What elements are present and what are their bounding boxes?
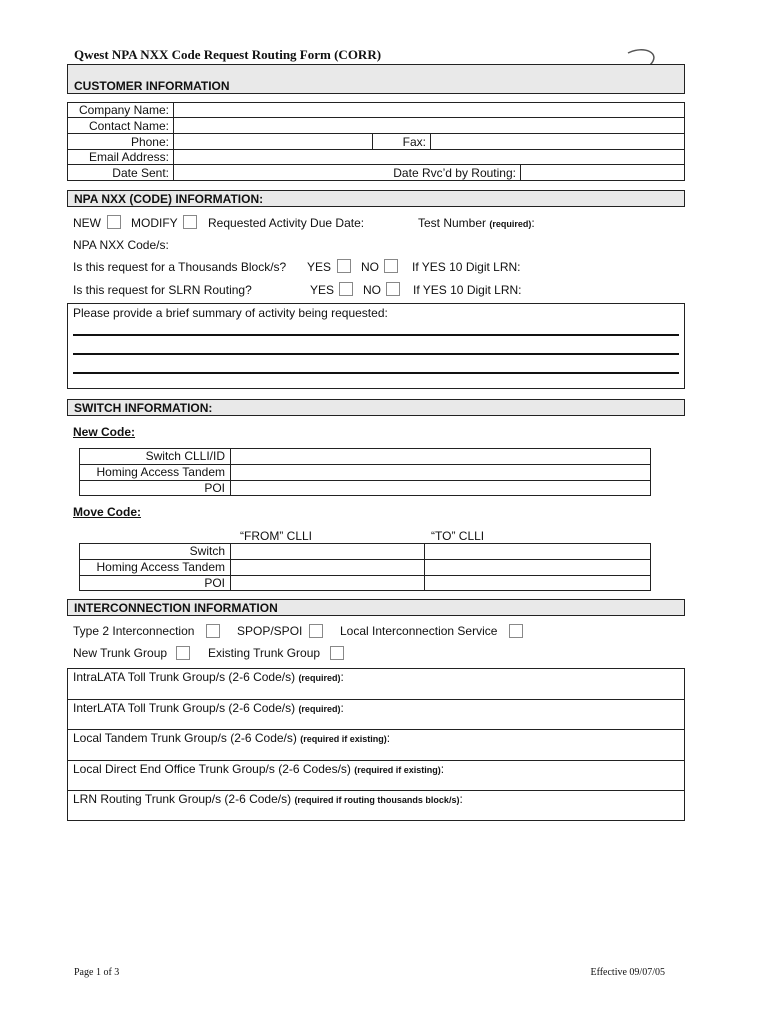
local-interconnection-label: Local Interconnection Service	[340, 624, 498, 638]
slrn-routing-question: Is this request for SLRN Routing?	[73, 283, 252, 297]
section-npa-nxx: NPA NXX (CODE) INFORMATION:	[67, 190, 685, 207]
due-date-label: Requested Activity Due Date:	[208, 216, 365, 230]
local-direct-required: (required if existing)	[354, 765, 441, 775]
new-trunk-checkbox[interactable]	[176, 646, 190, 660]
date-received-label: Date Rvc’d by Routing:	[393, 166, 516, 180]
test-number-text: Test Number	[418, 216, 487, 230]
move-code-heading: Move Code:	[73, 505, 142, 519]
summary-line-1	[73, 334, 679, 336]
local-direct-label: Local Direct End Office Trunk Group/s (2-6 Codes/s)	[73, 762, 351, 776]
move-switch-label: Switch	[189, 544, 225, 558]
spop-checkbox[interactable]	[309, 624, 323, 638]
local-interconnection-checkbox[interactable]	[509, 624, 523, 638]
thousands-no-checkbox[interactable]	[384, 259, 398, 273]
move-poi-to-field[interactable]	[426, 576, 649, 590]
slrn-no-checkbox[interactable]	[386, 282, 400, 296]
existing-trunk-label: Existing Trunk Group	[208, 646, 321, 660]
type2-checkbox[interactable]	[206, 624, 220, 638]
spop-label: SPOP/SPOI	[237, 624, 303, 638]
intralata-row[interactable]	[73, 670, 344, 684]
slrn-yes-checkbox[interactable]	[339, 282, 353, 296]
new-trunk-label: New Trunk Group	[73, 646, 168, 660]
summary-line-3	[73, 372, 679, 374]
modify-checkbox[interactable]	[183, 215, 197, 229]
local-tandem-colon: :	[386, 731, 391, 745]
thousands-yes-label: YES	[307, 260, 332, 274]
thousands-lrn-label: If YES 10 Digit LRN:	[412, 260, 521, 274]
date-sent-field[interactable]	[175, 166, 370, 180]
local-tandem-row[interactable]	[73, 731, 390, 745]
new-homing-tandem-field[interactable]	[232, 465, 649, 479]
phone-field[interactable]	[175, 135, 370, 149]
move-tandem-from-field[interactable]	[232, 560, 422, 574]
move-switch-from-field[interactable]	[232, 544, 422, 558]
new-poi-label: POI	[204, 481, 225, 495]
move-homing-tandem-label: Homing Access Tandem	[96, 560, 225, 574]
interlata-row[interactable]	[73, 701, 344, 715]
new-checkbox[interactable]	[107, 215, 121, 229]
local-direct-colon: :	[440, 762, 445, 776]
move-tandem-to-field[interactable]	[426, 560, 649, 574]
intralata-required: (required)	[298, 673, 341, 683]
type2-label: Type 2 Interconnection	[73, 624, 195, 638]
contact-name-field[interactable]	[175, 119, 683, 133]
section-interconnection: INTERCONNECTION INFORMATION	[67, 599, 685, 616]
fax-field[interactable]	[432, 135, 682, 149]
page-number: Page 1 of 3	[74, 967, 120, 978]
fax-label: Fax:	[402, 135, 426, 149]
form-title: Qwest NPA NXX Code Request Routing Form (CORR)	[74, 47, 382, 62]
new-code-heading: New Code:	[73, 425, 136, 439]
new-poi-field[interactable]	[232, 481, 649, 495]
slrn-no-label: NO	[363, 283, 381, 297]
company-name-label: Company Name:	[78, 103, 169, 117]
slrn-lrn-label: If YES 10 Digit LRN:	[413, 283, 522, 297]
intralata-colon: :	[340, 670, 344, 684]
thousands-no-label: NO	[361, 260, 379, 274]
new-switch-clli-label: Switch CLLI/ID	[145, 449, 225, 463]
npa-nxx-codes-label: NPA NXX Code/s:	[73, 238, 169, 252]
summary-label: Please provide a brief summary of activity being requested:	[73, 306, 388, 320]
section-switch-information: SWITCH INFORMATION:	[67, 399, 685, 416]
move-poi-label: POI	[204, 576, 225, 590]
date-sent-label: Date Sent:	[112, 166, 169, 180]
effective-date: Effective 09/07/05	[590, 967, 665, 978]
lrn-routing-label: LRN Routing Trunk Group/s (2-6 Code/s)	[73, 792, 292, 806]
slrn-yes-label: YES	[310, 283, 335, 297]
thousands-block-question: Is this request for a Thousands Block/s?	[73, 260, 287, 274]
section-customer-information: CUSTOMER INFORMATION	[67, 64, 685, 94]
thousands-yes-checkbox[interactable]	[337, 259, 351, 273]
to-clli-header: “TO” CLLI	[431, 529, 485, 543]
intralata-label: IntraLATA Toll Trunk Group/s (2-6 Code/s)	[73, 670, 296, 684]
summary-line-2	[73, 353, 679, 355]
existing-trunk-checkbox[interactable]	[330, 646, 344, 660]
local-tandem-required: (required if existing)	[300, 734, 387, 744]
phone-label: Phone:	[130, 135, 169, 149]
move-poi-from-field[interactable]	[232, 576, 422, 590]
test-number-label	[418, 216, 535, 230]
test-number-required: (required)	[489, 219, 532, 229]
local-direct-row[interactable]	[73, 762, 444, 776]
email-field[interactable]	[175, 150, 683, 164]
interlata-required: (required)	[298, 704, 341, 714]
date-received-field[interactable]	[522, 166, 682, 180]
test-number-colon: :	[531, 216, 535, 230]
new-homing-tandem-label: Homing Access Tandem	[96, 465, 225, 479]
modify-label: MODIFY	[131, 216, 178, 230]
from-clli-header: “FROM” CLLI	[240, 529, 312, 543]
company-name-field[interactable]	[175, 103, 683, 117]
local-tandem-label: Local Tandem Trunk Group/s (2-6 Code/s)	[73, 731, 297, 745]
lrn-routing-required: (required if routing thousands block/s)	[294, 795, 460, 805]
email-label: Email Address:	[88, 150, 169, 164]
interlata-colon: :	[340, 701, 344, 715]
lrn-routing-colon: :	[459, 792, 463, 806]
new-label: NEW	[73, 216, 101, 230]
move-switch-to-field[interactable]	[426, 544, 649, 558]
lrn-routing-row[interactable]	[73, 792, 463, 806]
interlata-label: InterLATA Toll Trunk Group/s (2-6 Code/s)	[73, 701, 296, 715]
new-switch-clli-field[interactable]	[232, 449, 649, 463]
contact-name-label: Contact Name:	[88, 119, 169, 133]
